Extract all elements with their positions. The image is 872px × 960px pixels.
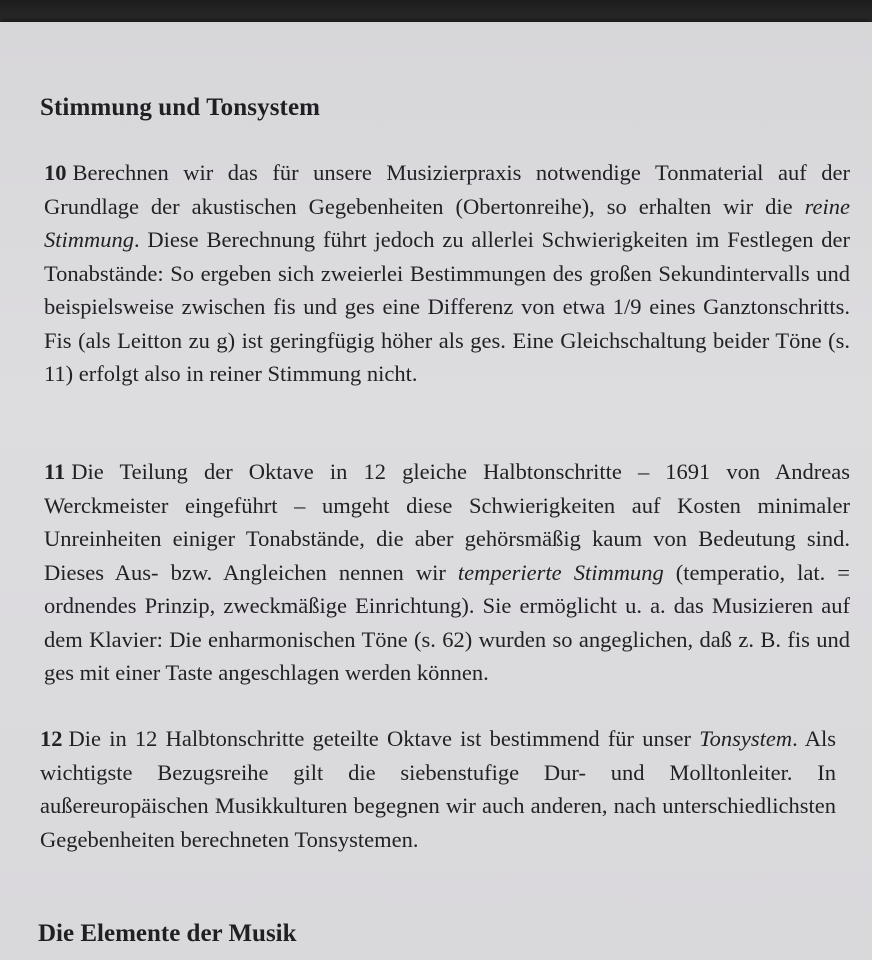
- emphasis-term: reine Stimmung: [44, 193, 850, 252]
- paragraph-number: 10: [44, 160, 67, 185]
- paragraph-number: 11: [44, 459, 66, 484]
- next-section-heading: Die Elemente der Musik: [38, 920, 297, 947]
- paragraph-10: [44, 156, 850, 391]
- paragraph-number: 12: [40, 726, 63, 751]
- emphasis-term: temperierte Stimmung: [457, 559, 664, 585]
- emphasis-term: Tonsystem: [699, 726, 793, 751]
- section-heading: Stimmung und Tonsystem: [40, 94, 321, 121]
- paragraph-text: Die Teilung der Oktave in 12 gleiche Halbtonschritte – 1691 von Andreas Werckmeister eingeführt – umgeht diese Schwierigkeiten auf Kosten minimaler Unreinheiten einiger Tonabstände, die aber gehörsmäßig kaum von Bedeutung sind. Dieses Aus- bzw. Angleichen nennen wir: [44, 459, 850, 585]
- paragraph-text: Die in 12 Halbtonschritte geteilte Oktave ist bestimmend für unser: [68, 726, 700, 751]
- paragraph-text: (temperatio, lat. = ordnendes Prinzip, zweckmäßige Einrichtung). Sie ermöglicht u. a. das Musizieren auf dem Klavier: Die enharmonischen Töne (s. 62) wurden so angeglichen, daß z. B. fis und ges mit einer Taste angeschlagen werden können.: [44, 559, 851, 685]
- paragraph-text: . Diese Berechnung führt jedoch zu allerlei Schwierigkeiten im Festlegen der Tonabstände: So ergeben sich zweierlei Bestimmungen des großen Sekundintervalls und beispielsweise zwischen fis und ges eine Differenz von etwa 1/9 eines Ganztonschritts. Fis (als Leitton zu g) ist geringfügig höher als ges. Eine Gleichschaltung beider Töne (s. 11) erfolgt also in reiner Stimmung nicht.: [44, 227, 850, 386]
- paragraph-12: [40, 722, 836, 856]
- paragraph-11: [44, 455, 850, 690]
- paragraph-text: Berechnen wir das für unsere Musizierpraxis notwendige Tonmaterial auf der Grundlage der akustischen Gegebenheiten (Obertonreihe), so erhalten wir die: [44, 160, 850, 219]
- paragraph-text: . Als wichtigste Bezugsreihe gilt die siebenstufige Dur- und Molltonleiter. In außereuropäischen Musikkulturen begegnen wir auch anderen, nach unterschiedlichsten Gegebenheiten berechneten Tonsystemen.: [40, 726, 837, 852]
